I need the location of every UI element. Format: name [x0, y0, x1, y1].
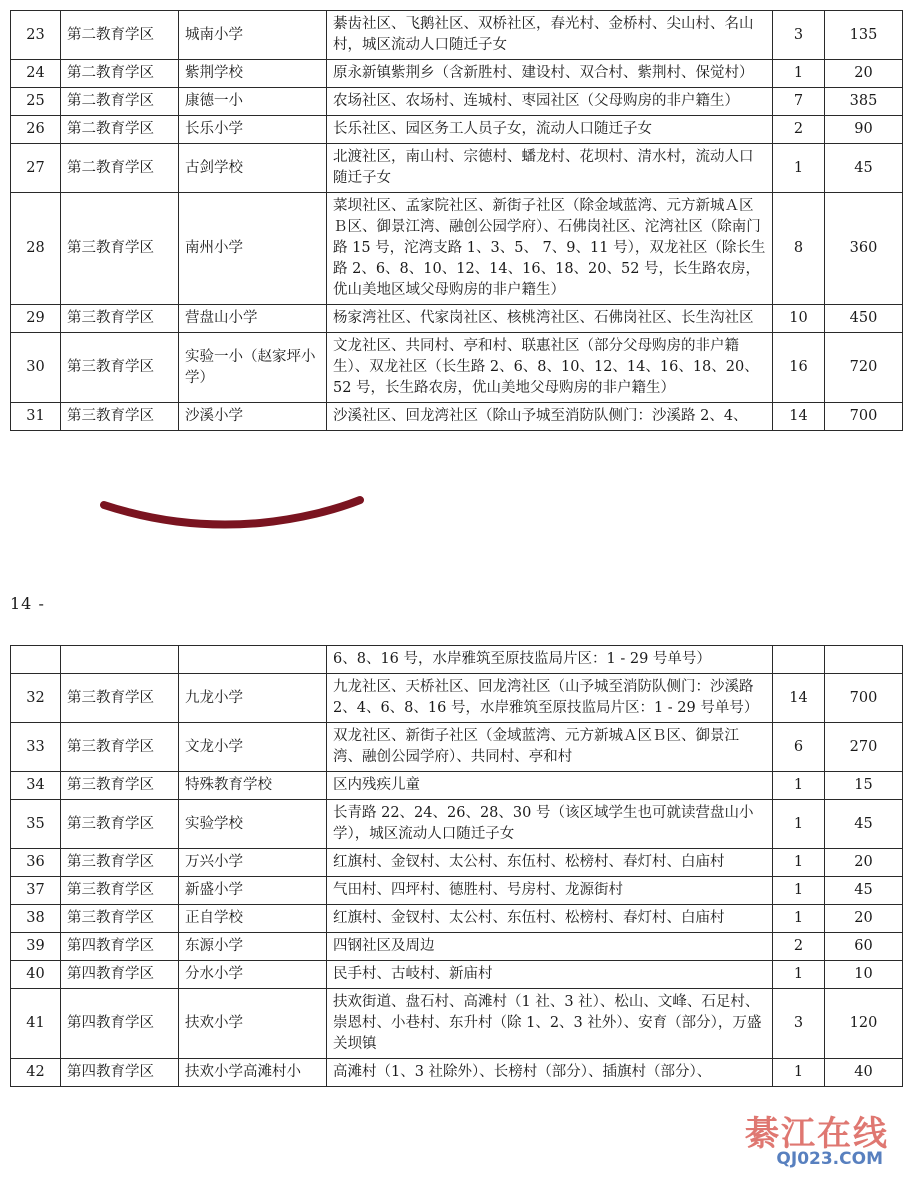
table-row: [11, 144, 903, 193]
cell-school: 实验一小（赵家坪小学）: [179, 333, 327, 403]
cell-area: 气田村、四坪村、德胜村、号房村、龙源街村: [327, 877, 773, 905]
cell-classes: 7: [773, 88, 825, 116]
table-row: [11, 905, 903, 933]
cell-school: 正自学校: [179, 905, 327, 933]
cell-area: 沙溪社区、回龙湾社区（除山予城至消防队侧门：沙溪路 2、4、: [327, 403, 773, 431]
cell-classes: 14: [773, 403, 825, 431]
cell-area: 北渡社区，南山村、宗德村、蟠龙村、花坝村、清水村，流动人口随迁子女: [327, 144, 773, 193]
cell-classes: 16: [773, 333, 825, 403]
cell-school: 特殊教育学校: [179, 772, 327, 800]
cell-students: 700: [825, 674, 903, 723]
cell-district: [61, 646, 179, 674]
cell-school: 长乐小学: [179, 116, 327, 144]
cell-no: 23: [11, 11, 61, 60]
cell-district: 第三教育学区: [61, 305, 179, 333]
cell-no: 29: [11, 305, 61, 333]
cell-district: 第三教育学区: [61, 905, 179, 933]
cell-district: 第四教育学区: [61, 961, 179, 989]
cell-students: 10: [825, 961, 903, 989]
cell-students: 120: [825, 989, 903, 1059]
cell-no: 26: [11, 116, 61, 144]
cell-area: 长青路 22、24、26、28、30 号（该区域学生也可就读营盘山小学），城区流动人口随迁子女: [327, 800, 773, 849]
cell-school: 营盘山小学: [179, 305, 327, 333]
cell-school: 新盛小学: [179, 877, 327, 905]
cell-classes: 2: [773, 933, 825, 961]
cell-area: 双龙社区、新街子社区（金域蓝湾、元方新城Ａ区Ｂ区、御景江湾、融创公园学府）、共同村、亭和村: [327, 723, 773, 772]
table-row: [11, 333, 903, 403]
cell-students: 135: [825, 11, 903, 60]
cell-school: [179, 646, 327, 674]
cell-area: 区内残疾儿童: [327, 772, 773, 800]
cell-classes: 1: [773, 144, 825, 193]
table-row: [11, 849, 903, 877]
cell-students: 40: [825, 1059, 903, 1087]
cell-no: 25: [11, 88, 61, 116]
cell-district: 第四教育学区: [61, 989, 179, 1059]
cell-students: 385: [825, 88, 903, 116]
cell-school: 扶欢小学: [179, 989, 327, 1059]
cell-classes: 3: [773, 11, 825, 60]
cell-students: [825, 646, 903, 674]
cell-district: 第三教育学区: [61, 333, 179, 403]
cell-classes: 1: [773, 905, 825, 933]
table-bottom-body: [11, 646, 903, 1087]
cell-district: 第二教育学区: [61, 144, 179, 193]
cell-classes: 1: [773, 60, 825, 88]
cell-district: 第二教育学区: [61, 11, 179, 60]
cell-no: 41: [11, 989, 61, 1059]
cell-no: 33: [11, 723, 61, 772]
cell-area: 红旗村、金钗村、太公村、东伍村、松榜村、春灯村、白庙村: [327, 849, 773, 877]
cell-students: 45: [825, 800, 903, 849]
cell-no: 38: [11, 905, 61, 933]
cell-classes: 1: [773, 961, 825, 989]
cell-classes: 10: [773, 305, 825, 333]
cell-students: 20: [825, 849, 903, 877]
table-row: [11, 961, 903, 989]
cell-students: 60: [825, 933, 903, 961]
cell-area: 高滩村（1、3 社除外）、长榜村（部分）、插旗村（部分）、: [327, 1059, 773, 1087]
cell-area: 扶欢街道、盘石村、高滩村（1 社、3 社）、松山、文峰、石足村、崇恩村、小巷村、东升村（除 1、2、3 社外）、安育（部分），万盛关坝镇: [327, 989, 773, 1059]
cell-area: 杨家湾社区、代家岗社区、核桃湾社区、石佛岗社区、长生沟社区: [327, 305, 773, 333]
cell-classes: 1: [773, 800, 825, 849]
cell-no: 30: [11, 333, 61, 403]
table-top-body: [11, 11, 903, 431]
cell-area: 九龙社区、天桥社区、回龙湾社区（山予城至消防队侧门：沙溪路 2、4、6、8、16 号，水岸雅筑至原技监局片区：1 - 29 号单号）: [327, 674, 773, 723]
cell-classes: 14: [773, 674, 825, 723]
cell-students: 45: [825, 144, 903, 193]
cell-classes: 8: [773, 193, 825, 305]
cell-students: 450: [825, 305, 903, 333]
table-row: [11, 11, 903, 60]
cell-students: 20: [825, 905, 903, 933]
cell-no: 27: [11, 144, 61, 193]
cell-classes: 1: [773, 772, 825, 800]
table-row: [11, 800, 903, 849]
cell-school: 紫荆学校: [179, 60, 327, 88]
cell-no: 34: [11, 772, 61, 800]
cell-students: 700: [825, 403, 903, 431]
table-row: [11, 877, 903, 905]
cell-area: 原永新镇紫荆乡（含新胜村、建设村、双合村、紫荆村、保觉村）: [327, 60, 773, 88]
cell-district: 第二教育学区: [61, 88, 179, 116]
cell-no: 42: [11, 1059, 61, 1087]
cell-students: 15: [825, 772, 903, 800]
table-row: [11, 1059, 903, 1087]
table-row: [11, 989, 903, 1059]
cell-no: 39: [11, 933, 61, 961]
cell-no: 28: [11, 193, 61, 305]
cell-school: 康德一小: [179, 88, 327, 116]
cell-district: 第三教育学区: [61, 403, 179, 431]
cell-area: 四钢社区及周边: [327, 933, 773, 961]
cell-district: 第三教育学区: [61, 193, 179, 305]
table-row: [11, 674, 903, 723]
table-row: [11, 116, 903, 144]
cell-classes: 2: [773, 116, 825, 144]
table-row: [11, 88, 903, 116]
cell-area: 文龙社区、共同村、亭和村、联惠社区（部分父母购房的非户籍生）、双龙社区（长生路 2、6、8、10、12、14、16、18、20、52 号，长生路农房，优山美地父母购房的非户籍生）: [327, 333, 773, 403]
cell-area: 农场社区、农场村、连城村、枣园社区（父母购房的非户籍生）: [327, 88, 773, 116]
cell-students: 360: [825, 193, 903, 305]
site-watermark: [745, 1106, 889, 1169]
watermark-logo-text: 綦江在线: [745, 1114, 889, 1154]
cell-no: 31: [11, 403, 61, 431]
enrollment-table-top: [10, 10, 903, 431]
table-row: [11, 193, 903, 305]
cell-school: 南州小学: [179, 193, 327, 305]
cell-district: 第三教育学区: [61, 723, 179, 772]
cell-area: 红旗村、金钗村、太公村、东伍村、松榜村、春灯村、白庙村: [327, 905, 773, 933]
cell-no: 24: [11, 60, 61, 88]
cell-classes: [773, 646, 825, 674]
cell-district: 第三教育学区: [61, 800, 179, 849]
table-row: [11, 403, 903, 431]
cell-district: 第三教育学区: [61, 877, 179, 905]
cell-school: 九龙小学: [179, 674, 327, 723]
cell-school: 沙溪小学: [179, 403, 327, 431]
cell-students: 20: [825, 60, 903, 88]
cell-classes: 1: [773, 849, 825, 877]
cell-district: 第三教育学区: [61, 674, 179, 723]
enrollment-table-bottom: [10, 645, 903, 1087]
table-row: [11, 933, 903, 961]
cell-area: 长乐社区、园区务工人员子女，流动人口随迁子女: [327, 116, 773, 144]
cell-school: 扶欢小学高滩村小: [179, 1059, 327, 1087]
cell-students: 45: [825, 877, 903, 905]
table-row: [11, 60, 903, 88]
cell-school: 城南小学: [179, 11, 327, 60]
cell-classes: 1: [773, 877, 825, 905]
cell-school: 东源小学: [179, 933, 327, 961]
table-row: [11, 723, 903, 772]
cell-area: 菜坝社区、孟家院社区、新街子社区（除金域蓝湾、元方新城Ａ区Ｂ区、御景江湾、融创公园学府）、石佛岗社区、沱湾社区（除南门路 15 号，沱湾支路 1、3、5、 7、9、11 号），双龙社区（除长生路 2、6、8、10、12、14、16、18、20、52 号，长生路农房，优山美地区域父母购房的非户籍生）: [327, 193, 773, 305]
cell-school: 万兴小学: [179, 849, 327, 877]
cell-no: 37: [11, 877, 61, 905]
cell-classes: 1: [773, 1059, 825, 1087]
table-row: [11, 646, 903, 674]
table-row: [11, 772, 903, 800]
page-number: 14 -: [10, 594, 45, 613]
cell-no: 36: [11, 849, 61, 877]
cell-students: 270: [825, 723, 903, 772]
cell-district: 第三教育学区: [61, 849, 179, 877]
cell-district: 第四教育学区: [61, 933, 179, 961]
watermark-url: QJ023.COM: [776, 1149, 883, 1169]
cell-classes: 3: [773, 989, 825, 1059]
cell-school: 分水小学: [179, 961, 327, 989]
cell-area: 民手村、古岐村、新庙村: [327, 961, 773, 989]
cell-area: 6、8、16 号，水岸雅筑至原技监局片区：1 - 29 号单号）: [327, 646, 773, 674]
cell-district: 第二教育学区: [61, 116, 179, 144]
underline-stroke: [104, 500, 360, 524]
cell-area: 綦齿社区、飞鹅社区、双桥社区，春光村、金桥村、尖山村、名山村，城区流动人口随迁子女: [327, 11, 773, 60]
cell-no: 32: [11, 674, 61, 723]
cell-no: [11, 646, 61, 674]
cell-district: 第二教育学区: [61, 60, 179, 88]
cell-students: 90: [825, 116, 903, 144]
cell-no: 35: [11, 800, 61, 849]
cell-district: 第三教育学区: [61, 772, 179, 800]
cell-classes: 6: [773, 723, 825, 772]
cell-school: 文龙小学: [179, 723, 327, 772]
table-row: [11, 305, 903, 333]
cell-school: 实验学校: [179, 800, 327, 849]
cell-no: 40: [11, 961, 61, 989]
cell-district: 第四教育学区: [61, 1059, 179, 1087]
cell-students: 720: [825, 333, 903, 403]
cell-school: 古剑学校: [179, 144, 327, 193]
